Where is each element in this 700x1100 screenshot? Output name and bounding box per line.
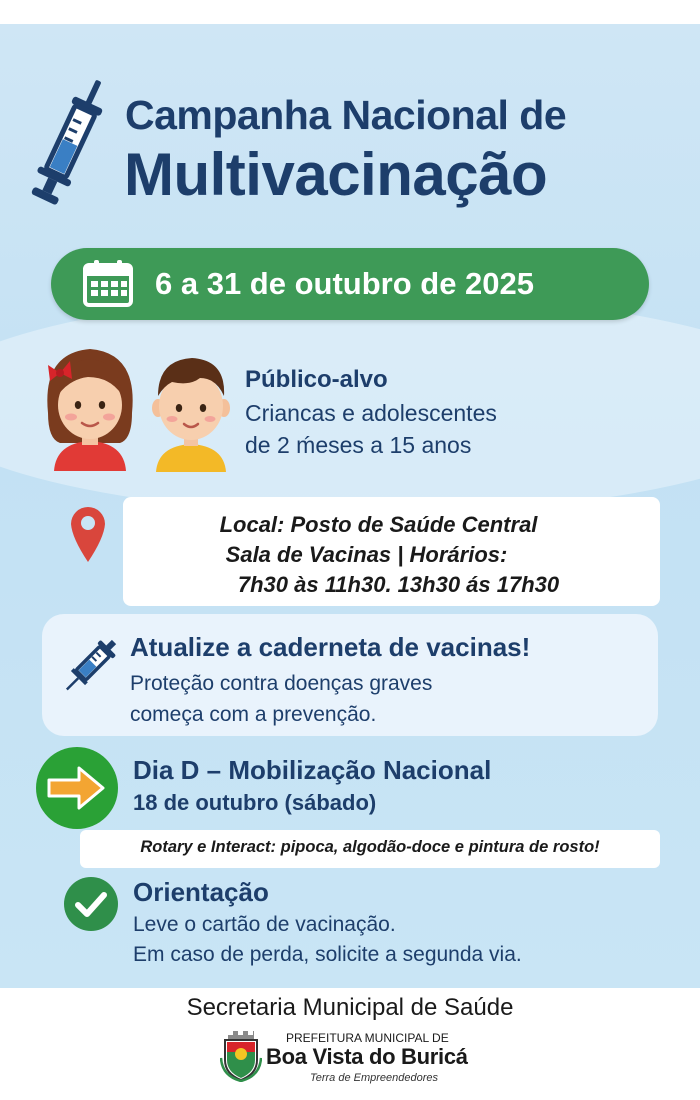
arrow-right-icon bbox=[35, 746, 119, 830]
secretariat-name: Secretaria Municipal de Saúde bbox=[186, 994, 514, 1021]
audience-title: Público-alvo bbox=[245, 366, 388, 393]
update-line-1: Proteção contra doenças graves bbox=[130, 672, 433, 695]
calendar-icon bbox=[82, 258, 134, 308]
update-title: Atualize a caderneta de vacinas! bbox=[130, 632, 531, 662]
day-d-date: 18 de outubro (sábado) bbox=[133, 790, 377, 815]
location-hours: 7h30 às 11h30. 13h30 ás 17h30 bbox=[237, 572, 560, 597]
guidance-line-2: Em caso de perda, solicite a segunda via. bbox=[133, 943, 522, 966]
prefecture-name: Boa Vista do Buricá bbox=[266, 1044, 468, 1069]
location-line-2: Sala de Vacinas | Horários: bbox=[225, 542, 508, 567]
day-d-title: Dia D – Mobilização Nacional bbox=[133, 755, 492, 785]
prefecture-label: PREFEITURA MUNICIPAL DE bbox=[286, 1031, 449, 1045]
title-line-2: Multivacinação bbox=[124, 141, 548, 208]
syringe-icon bbox=[58, 634, 122, 698]
update-line-2: começa com a prevenção. bbox=[130, 703, 377, 726]
campaign-dates: 6 a 31 de outubro de 2025 bbox=[155, 266, 535, 301]
prefecture-tagline: Terra de Empreendedores bbox=[310, 1072, 439, 1084]
rotary-note: Rotary e Interact: pipoca, algodão-doce e pintura de rosto! bbox=[140, 838, 600, 856]
location-line-1: Local: Posto de Saúde Central bbox=[219, 512, 538, 537]
syringe-icon bbox=[28, 72, 108, 222]
audience-line-2: de 2 ḿeses a 15 anos bbox=[245, 432, 472, 458]
boy-avatar bbox=[150, 352, 232, 472]
girl-avatar bbox=[40, 343, 140, 471]
audience-line-1: Criancas e adolescentes bbox=[245, 400, 497, 426]
title-line-1: Campanha Nacional de bbox=[125, 92, 567, 138]
guidance-title: Orientação bbox=[133, 877, 269, 907]
municipal-crest bbox=[220, 1030, 262, 1082]
guidance-line-1: Leve o cartão de vacinação. bbox=[133, 913, 396, 936]
checkmark-icon bbox=[63, 876, 119, 932]
